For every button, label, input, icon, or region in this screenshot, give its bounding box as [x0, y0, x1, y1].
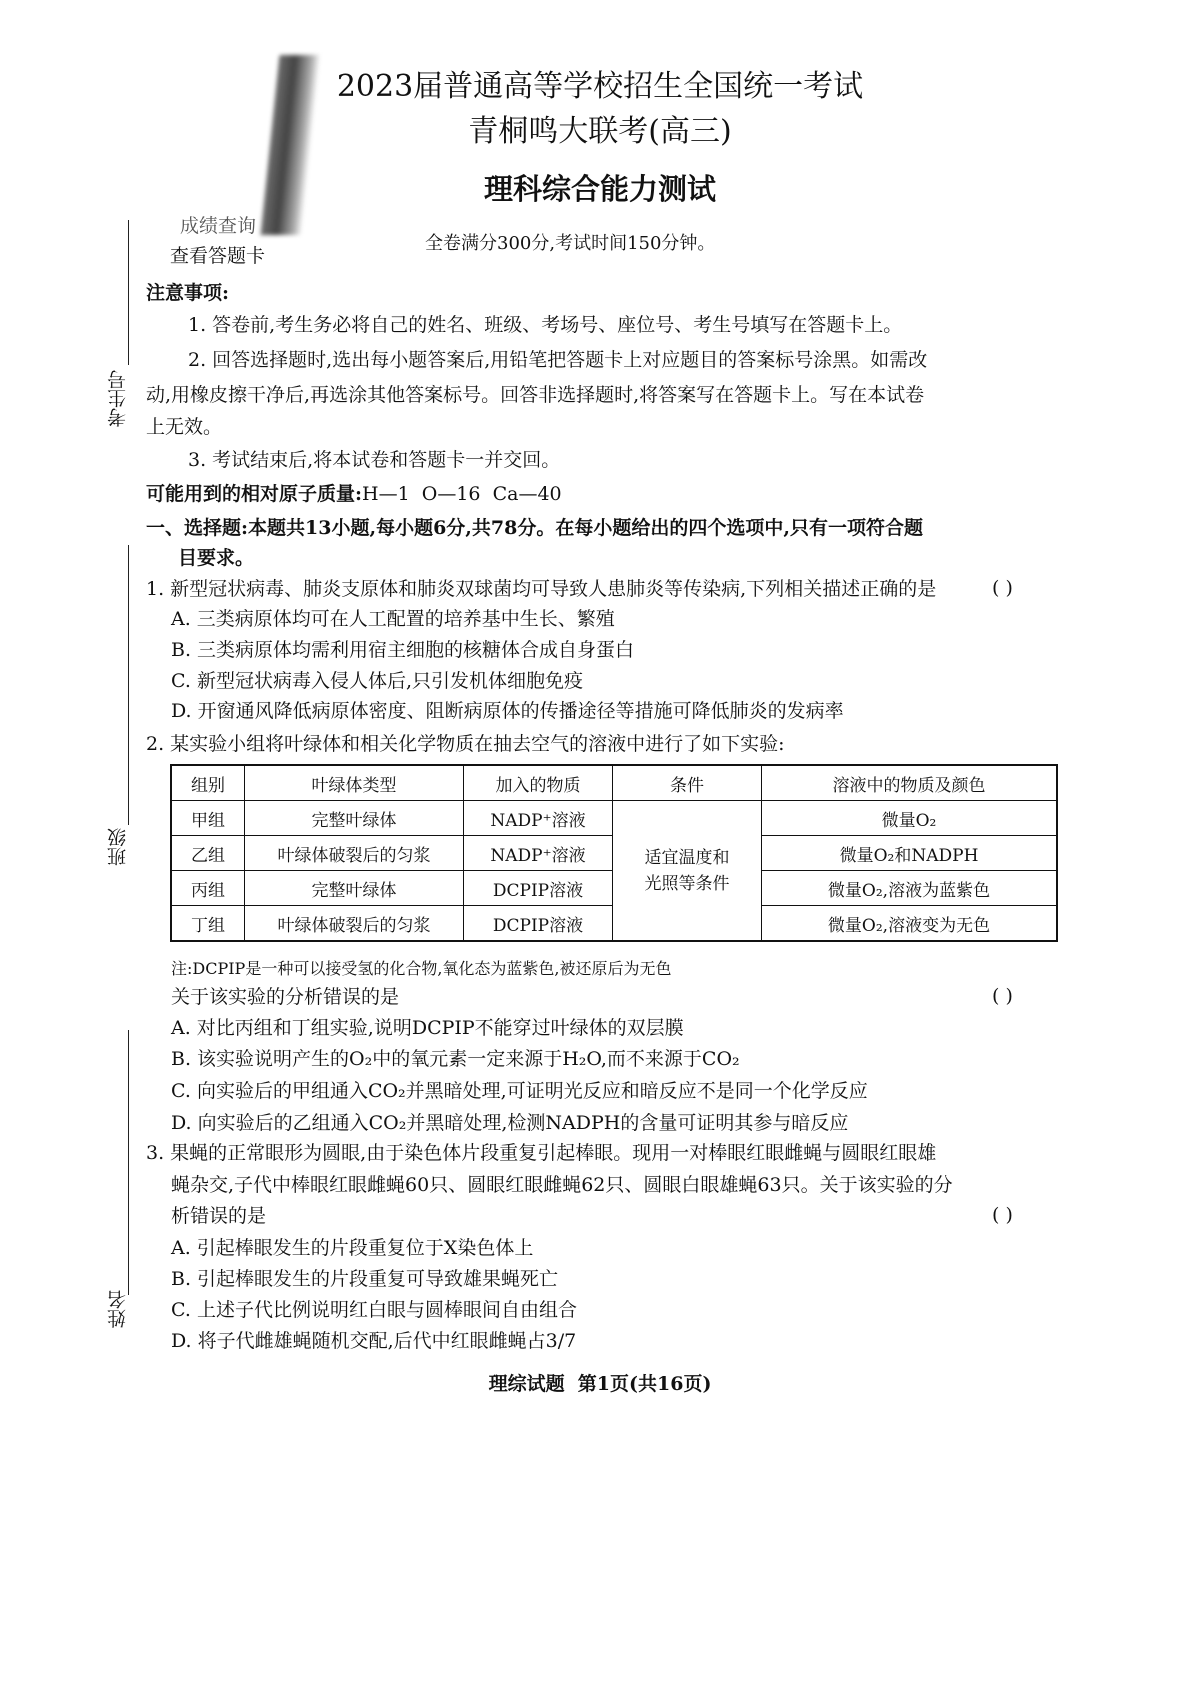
q3-option-b: B. 引起棒眼发生的片段重复可导致雄果蝇死亡 — [171, 1268, 559, 1290]
q2-question: 关于该实验的分析错误的是 — [171, 986, 400, 1008]
title-line2: 青桐鸣大联考(高三) — [468, 114, 732, 149]
header-cell: 加入的物质 — [464, 765, 613, 801]
margin-line — [128, 1030, 129, 1295]
name-label: 姓名 — [107, 1290, 129, 1328]
q3-answer-paren: ( ) — [992, 1204, 1013, 1226]
notice-item-1: 1. 答卷前,考生务必将自己的姓名、班级、考场号、座位号、考生号填写在答题卡上。 — [188, 314, 903, 336]
notice-item-2-end: 上无效。 — [146, 416, 223, 438]
q3-stem-end: 析错误的是 — [171, 1205, 267, 1227]
section-heading: 一、选择题:本题共13小题,每小题6分,共78分。在每小题给出的四个选项中,只有一项符合题 — [146, 517, 923, 539]
margin-line — [128, 220, 129, 365]
table-cell: 甲组 — [171, 801, 245, 836]
q3-option-a: A. 引起棒眼发生的片段重复位于X染色体上 — [171, 1237, 534, 1259]
notice-item-2: 2. 回答选择题时,选出每小题答案后,用铅笔把答题卡上对应题目的答案标号涂黑。如需改 — [188, 349, 928, 371]
table-row — [171, 801, 1057, 836]
q2-option-d: D. 向实验后的乙组通入CO₂并黑暗处理,检测NADPH的含量可证明其参与暗反应 — [171, 1112, 849, 1134]
q1-option-c: C. 新型冠状病毒入侵人体后,只引发机体细胞免疫 — [171, 670, 583, 692]
exam-info: 全卷满分300分,考试时间150分钟。 — [425, 233, 716, 254]
q2-option-c: C. 向实验后的甲组通入CO₂并黑暗处理,可证明光反应和暗反应不是同一个化学反应 — [171, 1080, 868, 1102]
q2-option-a: A. 对比丙组和丁组实验,说明DCPIP不能穿过叶绿体的双层膜 — [171, 1017, 684, 1039]
q3-option-d: D. 将子代雌雄蝇随机交配,后代中红眼雌蝇占3/7 — [171, 1330, 577, 1352]
atomic-mass-line — [146, 482, 562, 506]
table-cell: 叶绿体破裂后的匀浆 — [245, 906, 464, 942]
table-cell: DCPIP溶液 — [464, 871, 613, 906]
exam-number-label: 考生号 — [107, 370, 129, 427]
table-cell: 乙组 — [171, 836, 245, 871]
section-heading-cont: 目要求。 — [178, 547, 255, 569]
class-label: 班级 — [107, 828, 129, 866]
q3-stem: 3. 果蝇的正常眼形为圆眼,由于染色体片段重复引起棒眼。现用一对棒眼红眼雌蝇与圆眼红眼雄 — [146, 1142, 937, 1164]
score-query-text: 成绩查询 — [180, 215, 257, 237]
table-cell: 微量O₂ — [762, 801, 1058, 836]
table-cell: 叶绿体破裂后的匀浆 — [245, 836, 464, 871]
margin-line — [128, 545, 129, 825]
atomic-mass-label: 可能用到的相对原子质量: — [146, 483, 363, 505]
q1-option-a: A. 三类病原体均可在人工配置的培养基中生长、繁殖 — [171, 608, 615, 630]
header-cell: 组别 — [171, 765, 245, 801]
table-cell: 微量O₂和NADPH — [762, 836, 1058, 871]
table-cell: DCPIP溶液 — [464, 906, 613, 942]
q3-option-c: C. 上述子代比例说明红白眼与圆棒眼间自由组合 — [171, 1299, 577, 1321]
table-header-row — [171, 765, 1057, 801]
experiment-table — [170, 764, 1058, 942]
subject-title: 理科综合能力测试 — [483, 172, 716, 206]
q1-answer-paren: ( ) — [992, 577, 1013, 599]
q2-stem: 2. 某实验小组将叶绿体和相关化学物质在抽去空气的溶液中进行了如下实验: — [146, 733, 785, 755]
header-cell: 叶绿体类型 — [245, 765, 464, 801]
q1-option-b: B. 三类病原体均需利用宿主细胞的核糖体合成自身蛋白 — [171, 639, 635, 661]
notice-heading: 注意事项: — [146, 282, 230, 304]
table-cell: 丁组 — [171, 906, 245, 942]
q2-answer-paren: ( ) — [992, 985, 1013, 1007]
q1-stem: 1. 新型冠状病毒、肺炎支原体和肺炎双球菌均可导致人患肺炎等传染病,下列相关描述正确的是 — [146, 578, 937, 600]
notice-item-3: 3. 考试结束后,将本试卷和答题卡一并交回。 — [188, 449, 561, 471]
table-note: 注:DCPIP是一种可以接受氢的化合物,氧化态为蓝紫色,被还原后为无色 — [171, 959, 672, 978]
header-cell: 溶液中的物质及颜色 — [762, 765, 1058, 801]
title-line1: 2023届普通高等学校招生全国统一考试 — [336, 69, 864, 104]
table-cell: 完整叶绿体 — [245, 871, 464, 906]
table-cell: 丙组 — [171, 871, 245, 906]
table-cell: 微量O₂,溶液变为无色 — [762, 906, 1058, 942]
table-cell: NADP⁺溶液 — [464, 801, 613, 836]
condition-cell: 适宜温度和光照等条件 — [613, 801, 762, 942]
q3-stem-cont: 蝇杂交,子代中棒眼红眼雌蝇60只、圆眼红眼雌蝇62只、圆眼白眼雄蝇63只。关于该实验的分 — [171, 1174, 953, 1196]
table-cell: 完整叶绿体 — [245, 801, 464, 836]
page-footer: 理综试题 第1页(共16页) — [488, 1373, 712, 1395]
view-answer-card: 查看答题卡 — [170, 245, 266, 267]
q2-option-b: B. 该实验说明产生的O₂中的氧元素一定来源于H₂O,而不来源于CO₂ — [171, 1048, 740, 1070]
q1-option-d: D. 开窗通风降低病原体密度、阻断病原体的传播途径等措施可降低肺炎的发病率 — [171, 700, 844, 722]
table-cell: 微量O₂,溶液为蓝紫色 — [762, 871, 1058, 906]
atomic-mass-values: H—1 O—16 Ca—40 — [362, 483, 562, 505]
table-cell: NADP⁺溶液 — [464, 836, 613, 871]
notice-item-2-cont: 动,用橡皮擦干净后,再选涂其他答案标号。回答非选择题时,将答案写在答题卡上。写在本试卷 — [146, 384, 925, 406]
header-cell: 条件 — [613, 765, 762, 801]
